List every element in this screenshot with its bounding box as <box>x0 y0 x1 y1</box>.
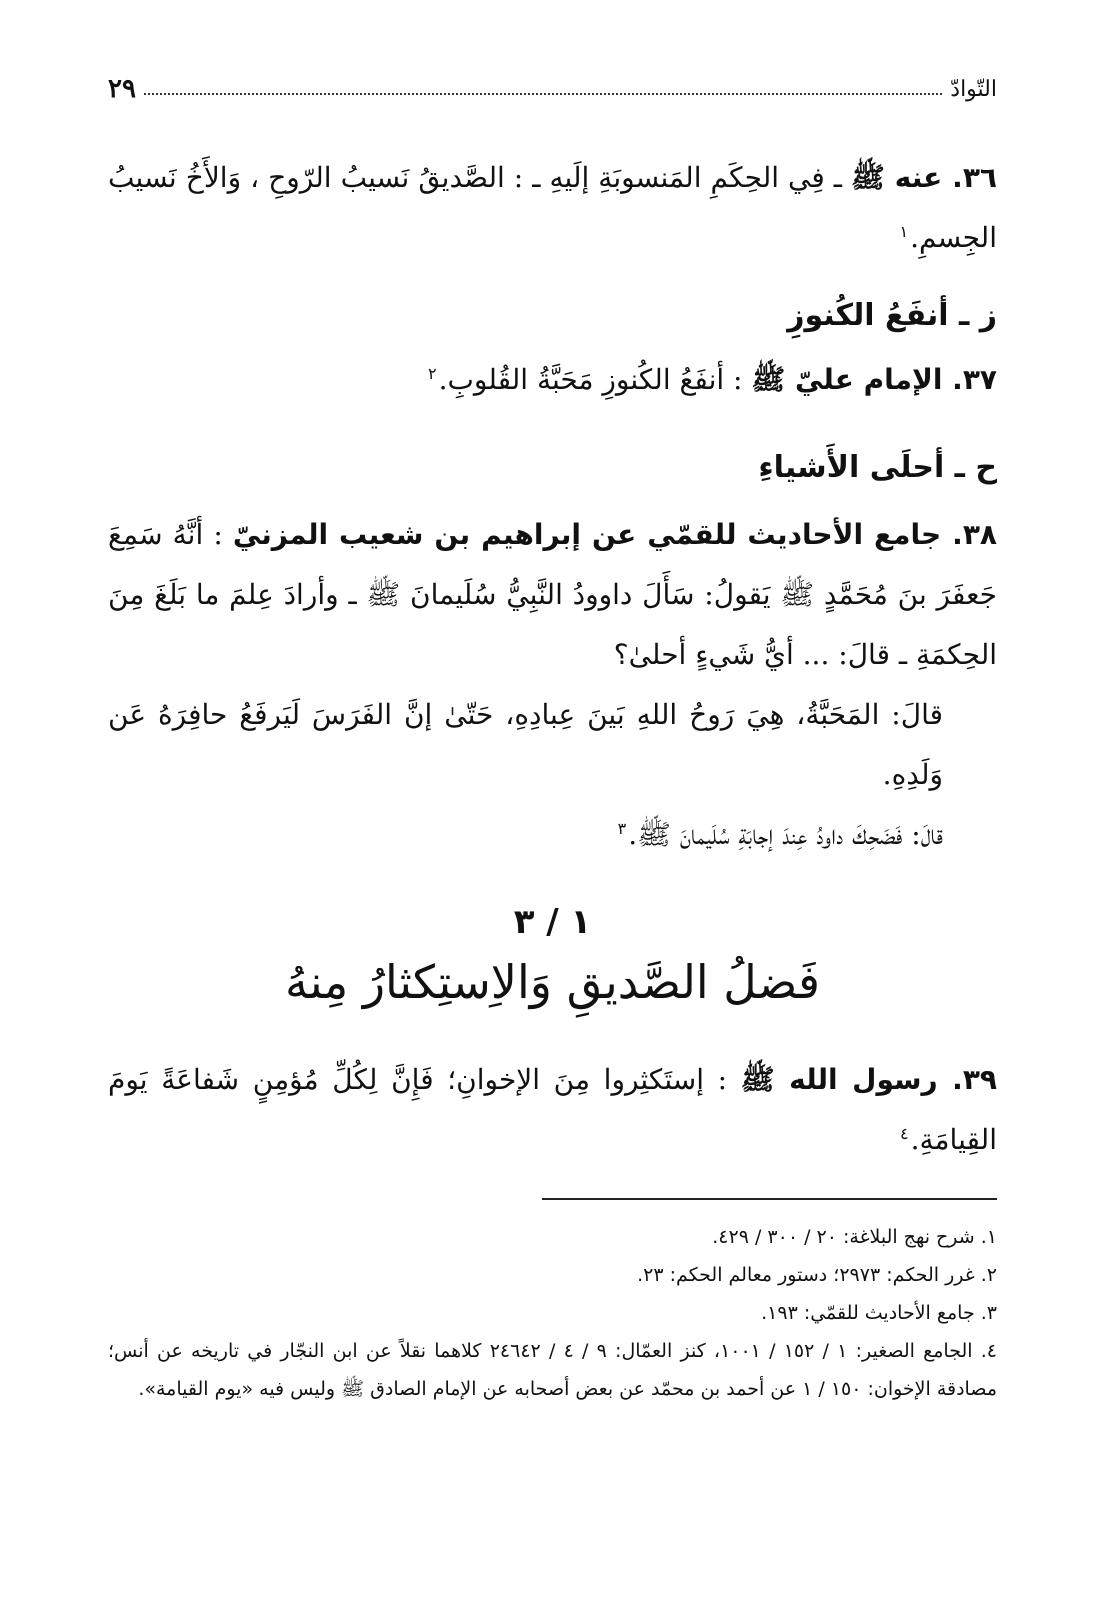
header-dotted-leader <box>144 93 942 95</box>
section-heading-h: ح ـ أحلَى الأَشياءِ <box>758 450 997 485</box>
page-number: ٢٩ <box>108 74 136 104</box>
footnote-ref-1: ١ <box>899 221 909 241</box>
running-header <box>108 72 997 106</box>
hadith-38-answer: قالَ: المَحَبَّةُ، هِيَ رَوحُ اللهِ بَينَ عِبادِهِ، حَتّىٰ إنَّ الفَرَسَ لَيَرفَعُ حافِرَهُ عَن وَلَدِهِ. <box>108 698 943 791</box>
footnote-3: ٣. جامع الأحاديث للقمّي: ١٩٣. <box>761 1302 997 1324</box>
hadith-38 <box>108 505 997 865</box>
hadith-38-lead: ٣٨. جامع الأحاديث للقمّي عن إبراهيم بن شعيب المزنيّ <box>232 518 997 551</box>
running-title: التّوادّ <box>950 76 997 102</box>
chapter-number: ١ / ٣ <box>513 902 592 942</box>
hadith-36-lead: ٣٦. عنه ﷺ <box>851 161 997 194</box>
hadith-36-text: ـ فِي الحِكَمِ المَنسوبَةِ إلَيهِ ـ : الصَّديقُ نَسيبُ الرّوحِ ، وَالأَخُ نَسيبُ الجِسمِ. <box>108 161 997 254</box>
footnote-2: ٢. غرر الحكم: ٢٩٧٣؛ دستور معالم الحكم: ٢٣. <box>637 1264 997 1286</box>
hadith-37-lead: ٣٧. الإمام عليّ ﷺ <box>751 363 997 396</box>
section-heading-z: ز ـ أنفَعُ الكُنوزِ <box>787 298 997 333</box>
hadith-39 <box>108 1050 997 1170</box>
footnote-4: ٤. الجامع الصغير: ١ / ١٥٢ / ١٠٠١، كنز العمّال: ٩ / ٤ / ٢٤٦٤٢ كلاهما نقلاً عن ابن النجّار في تاريخه عن أنس؛ مصادقة الإخوان: ١٥٠ / ١ عن أحمد بن محمّد عن بعض أصحابه عن الإمام الصادق ﷺ وليس فيه «يوم القيامة». <box>108 1340 998 1400</box>
footnotes <box>108 1218 997 1408</box>
hadith-38-text: : أنَّهُ سَمِعَ جَعفَرَ بنَ مُحَمَّدٍ ﷺ يَقولُ: سَأَلَ داوودُ النَّبِيُّ سُلَيمانَ ﷺ ـ وأرادَ عِلمَ ما بَلَغَ مِنَ الحِكمَةِ ـ قالَ: ... أيُّ شَيءٍ أحلىٰ؟ <box>108 518 997 671</box>
hadith-36 <box>108 148 997 268</box>
footnote-ref-3: ٣ <box>617 818 627 838</box>
footnote-ref-2: ٢ <box>428 363 437 383</box>
hadith-38-intro <box>108 505 997 685</box>
hadith-37 <box>108 350 997 410</box>
hadith-38-closing: قالَ: فَضَحِكَ داودُ عِندَ إجابَةِ سُلَيمانَ ﷺ.$^٣$ <box>617 818 943 851</box>
hadith-39-lead: ٣٩. رسول الله ﷺ <box>740 1063 997 1096</box>
footnote-separator <box>542 1198 997 1200</box>
footnote-ref-4: ٤ <box>900 1123 909 1143</box>
chapter-title: فَضلُ الصَّديقِ وَالاِستِكثارُ مِنهُ <box>285 955 820 1009</box>
footnote-1: ١. شرح نهج البلاغة: ٢٠ / ٣٠٠ / ٤٢٩. <box>712 1226 997 1248</box>
hadith-39-text: : إستَكثِروا مِنَ الإخوانِ؛ فَإِنَّ لِكُلِّ مُؤمِنٍ شَفاعَةً يَومَ القِيامَةِ. <box>108 1063 997 1156</box>
hadith-37-text: : أنفَعُ الكُنوزِ مَحَبَّةُ القُلوبِ. <box>438 363 752 396</box>
